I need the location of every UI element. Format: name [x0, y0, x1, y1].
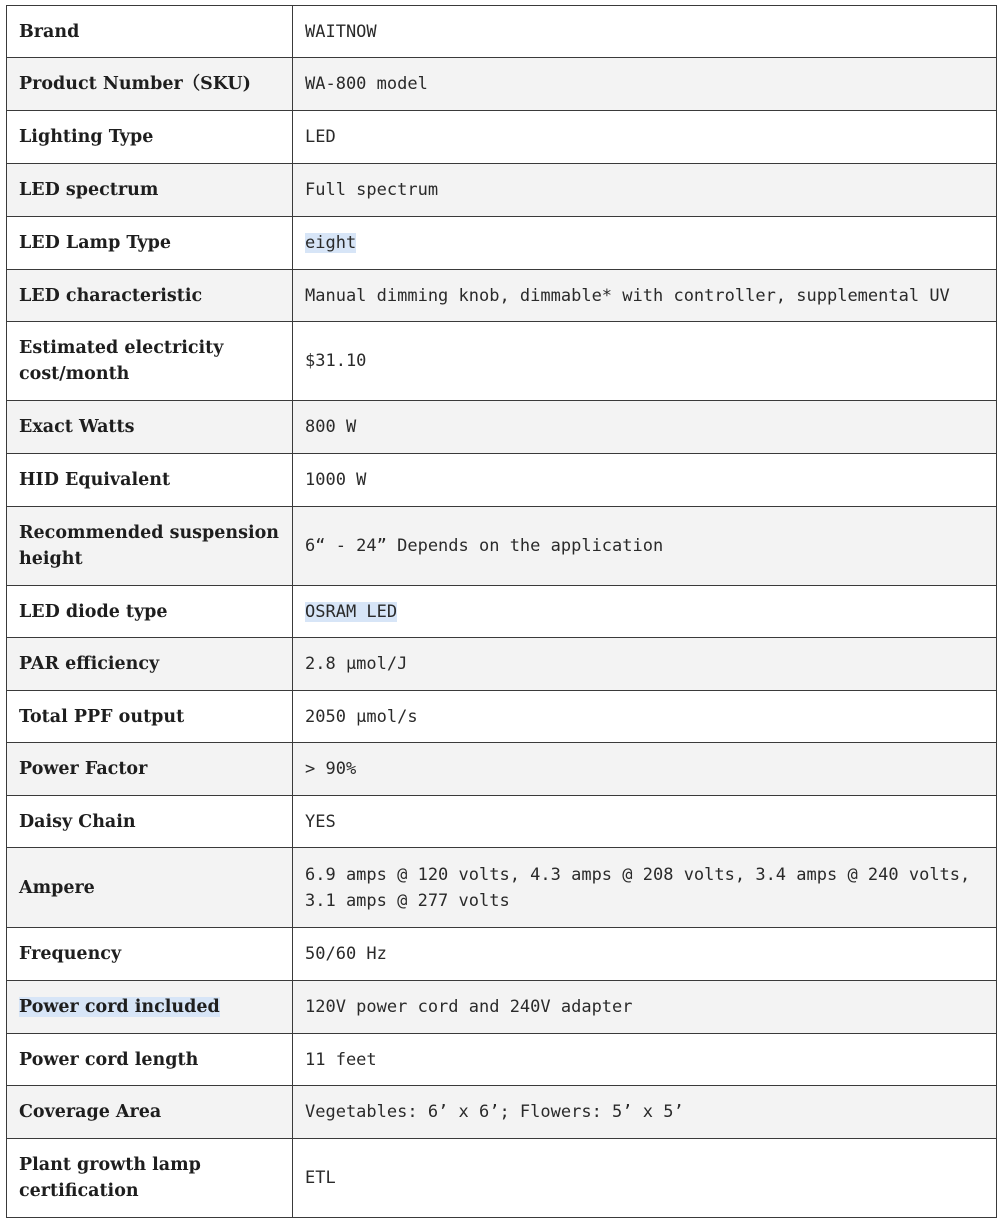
spec-label: LED Lamp Type [7, 217, 293, 270]
highlighted-value: OSRAM LED [305, 601, 398, 622]
spec-label [7, 981, 293, 1034]
spec-label: Exact Watts [7, 401, 293, 454]
spec-value: 2.8 μmol/J [293, 638, 997, 691]
table-row [7, 401, 997, 454]
spec-label: Brand [7, 6, 293, 58]
highlighted-value: eight [305, 233, 357, 253]
spec-value: Full spectrum [293, 164, 997, 217]
spec-label: Product Number（SKU) [7, 58, 293, 111]
spec-label: Total PPF output [7, 691, 293, 743]
table-row [7, 796, 997, 848]
table-row [7, 1139, 997, 1218]
spec-label: Daisy Chain [7, 796, 293, 848]
spec-value: Vegetables: 6’ x 6’; Flowers: 5’ x 5’ [293, 1086, 997, 1139]
spec-value: Manual dimming knob, dimmable* with controller, supplemental UV [293, 270, 997, 322]
spec-value [293, 217, 997, 270]
spec-label: HID Equivalent [7, 454, 293, 507]
table-row [7, 1086, 997, 1139]
spec-value: WAITNOW [293, 6, 997, 58]
spec-label: PAR efficiency [7, 638, 293, 691]
spec-value: 2050 μmol/s [293, 691, 997, 743]
table-row [7, 111, 997, 164]
spec-value [293, 586, 997, 638]
spec-label: LED characteristic [7, 270, 293, 322]
spec-value: 1000 W [293, 454, 997, 507]
table-row [7, 981, 997, 1034]
spec-value: 6.9 amps @ 120 volts, 4.3 amps @ 208 volts, 3.4 amps @ 240 volts, 3.1 amps @ 277 volts [293, 848, 997, 928]
spec-value: YES [293, 796, 997, 848]
spec-label: Coverage Area [7, 1086, 293, 1139]
spec-value: 800 W [293, 401, 997, 454]
spec-label: Recommended suspension height [7, 507, 293, 586]
spec-value: LED [293, 111, 997, 164]
table-row [7, 322, 997, 401]
table-row [7, 454, 997, 507]
spec-label: Power cord length [7, 1034, 293, 1086]
spec-value: 50/60 Hz [293, 928, 997, 981]
spec-label: Power Factor [7, 743, 293, 796]
table-row [7, 6, 997, 58]
spec-value: 11 feet [293, 1034, 997, 1086]
spec-label: LED diode type [7, 586, 293, 638]
table-row [7, 848, 997, 928]
spec-value: 6“ - 24” Depends on the application [293, 507, 997, 586]
spec-label: LED spectrum [7, 164, 293, 217]
spec-label: Ampere [7, 848, 293, 928]
table-row [7, 691, 997, 743]
spec-value: $31.10 [293, 322, 997, 401]
table-row [7, 58, 997, 111]
spec-label: Lighting Type [7, 111, 293, 164]
table-row [7, 270, 997, 322]
spec-value: ETL [293, 1139, 997, 1218]
spec-label: Estimated electricity cost/month [7, 322, 293, 401]
table-row [7, 743, 997, 796]
table-row [7, 638, 997, 691]
table-row [7, 217, 997, 270]
table-row [7, 928, 997, 981]
table-row [7, 1034, 997, 1086]
spec-label: Plant growth lamp certification [7, 1139, 293, 1218]
spec-value: > 90% [293, 743, 997, 796]
spec-value: 120V power cord and 240V adapter [293, 981, 997, 1034]
spec-value: WA-800 model [293, 58, 997, 111]
table-row [7, 586, 997, 638]
spec-label: Frequency [7, 928, 293, 981]
highlighted-label: Power cord included [19, 997, 220, 1017]
table-row [7, 164, 997, 217]
table-row [7, 507, 997, 586]
spec-table [6, 5, 997, 1218]
